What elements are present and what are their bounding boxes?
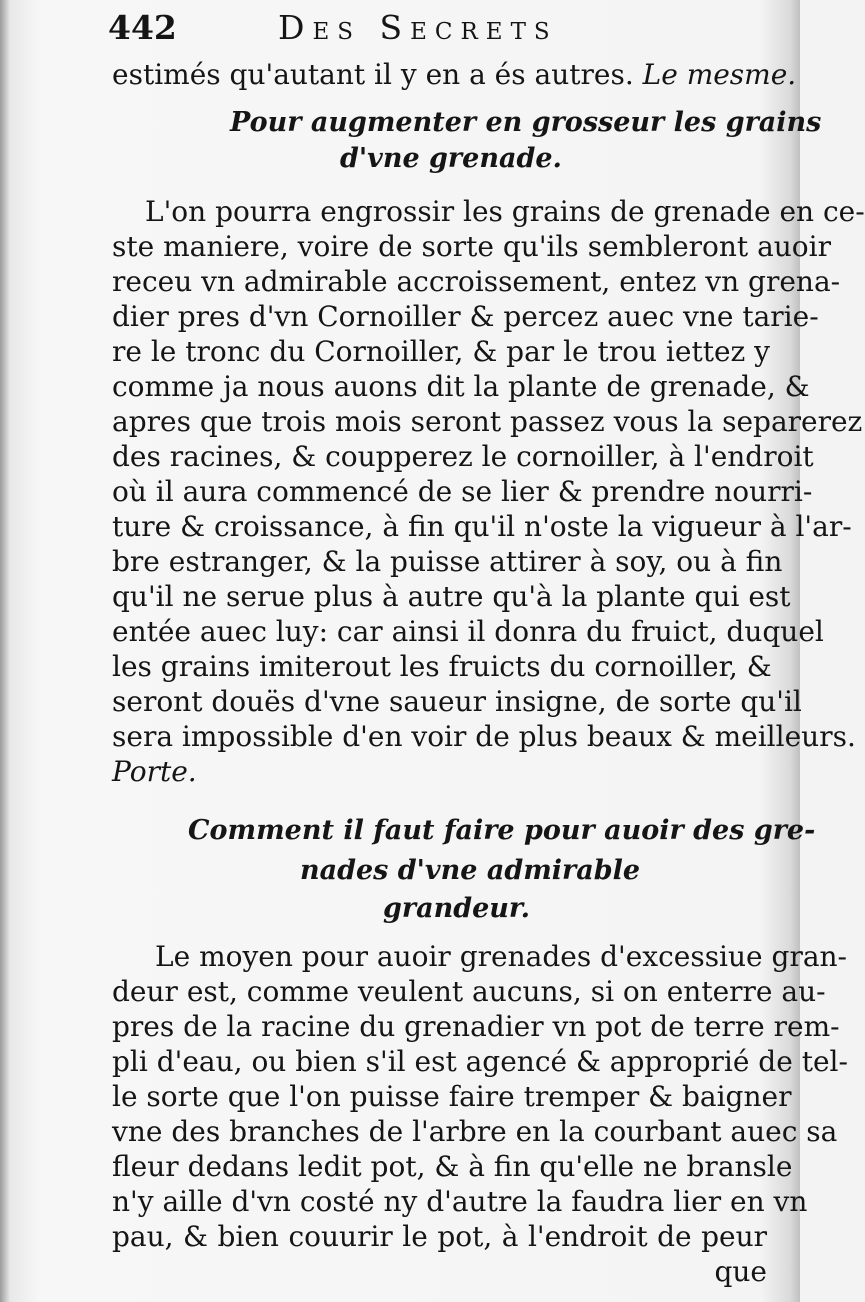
section2-heading-line: Comment il faut faire pour auoir des gre- — [188, 815, 816, 846]
catchword: que — [714, 1255, 767, 1288]
body-line: seront douës d'vne saueur insigne, de sorte qu'il — [112, 685, 802, 718]
body-line: entée auec luy: car ainsi il donra du fruict, duquel — [112, 615, 824, 648]
carryover-line: estimés qu'autant il y en a és autres. Le mesme. — [112, 58, 797, 91]
body-line: qu'il ne serue plus à autre qu'à la plante qui est — [112, 580, 791, 613]
body-line: L'on pourra engrossir les grains de grenade en ce- — [145, 195, 865, 228]
body-line: les grains imiterout les fruicts du cornoiller, & — [112, 650, 772, 683]
body-line: pau, & bien couurir le pot, à l'endroit de peur — [112, 1220, 767, 1253]
body-line: Le moyen pour auoir grenades d'excessiue gran- — [155, 940, 848, 973]
body-line: deur est, comme veulent aucuns, si on enterre au- — [112, 975, 826, 1008]
body-line: sera impossible d'en voir de plus beaux & meilleurs. — [112, 720, 856, 753]
body-line: apres que trois mois seront passez vous la separerez — [112, 405, 863, 438]
body-line: pres de la racine du grenadier vn pot de terre rem- — [112, 1010, 840, 1043]
body-line: dier pres d'vn Cornoiller & percez auec vne tarie- — [112, 300, 819, 333]
section2-heading-line: grandeur. — [383, 893, 531, 924]
section2-heading-line: nades d'vne admirable — [300, 855, 641, 886]
body-line: vne des branches de l'arbre en la courbant auec sa — [112, 1115, 838, 1148]
body-line: bre estranger, & la puisse attirer à soy, ou à fin — [112, 545, 783, 578]
carryover-attribution: Le mesme. — [642, 58, 797, 91]
body-line: pli d'eau, ou bien s'il est agencé & approprié de tel- — [112, 1045, 848, 1078]
body-line: n'y aille d'vn costé ny d'autre la faudra lier en vn — [112, 1185, 808, 1218]
body-line: comme ja nous auons dit la plante de grenade, & — [112, 370, 810, 403]
body-line: où il aura commencé de se lier & prendre nourri- — [112, 475, 813, 508]
source-attribution: Porte. — [112, 755, 197, 788]
body-line: ste maniere, voire de sorte qu'ils sembleront auoir — [112, 230, 831, 263]
section1-heading-line: Pour augmenter en grosseur les grains — [230, 107, 822, 138]
running-title: Des Secrets — [278, 8, 558, 47]
page-number: 442 — [108, 8, 177, 47]
body-line: re le tronc du Cornoiller, & par le trou iettez y — [112, 335, 770, 368]
body-line: fleur dedans ledit pot, & à fin qu'elle ne bransle — [112, 1150, 793, 1183]
body-line: receu vn admirable accroissement, entez vn grena- — [112, 265, 841, 298]
body-line: des racines, & coupperez le cornoiller, à l'endroit — [112, 440, 814, 473]
section1-heading-line: d'vne grenade. — [340, 143, 562, 174]
running-head — [108, 8, 628, 48]
body-line: ture & croissance, à fin qu'il n'oste la vigueur à l'ar- — [112, 510, 852, 543]
body-line: le sorte que l'on puisse faire tremper & baigner — [112, 1080, 792, 1113]
